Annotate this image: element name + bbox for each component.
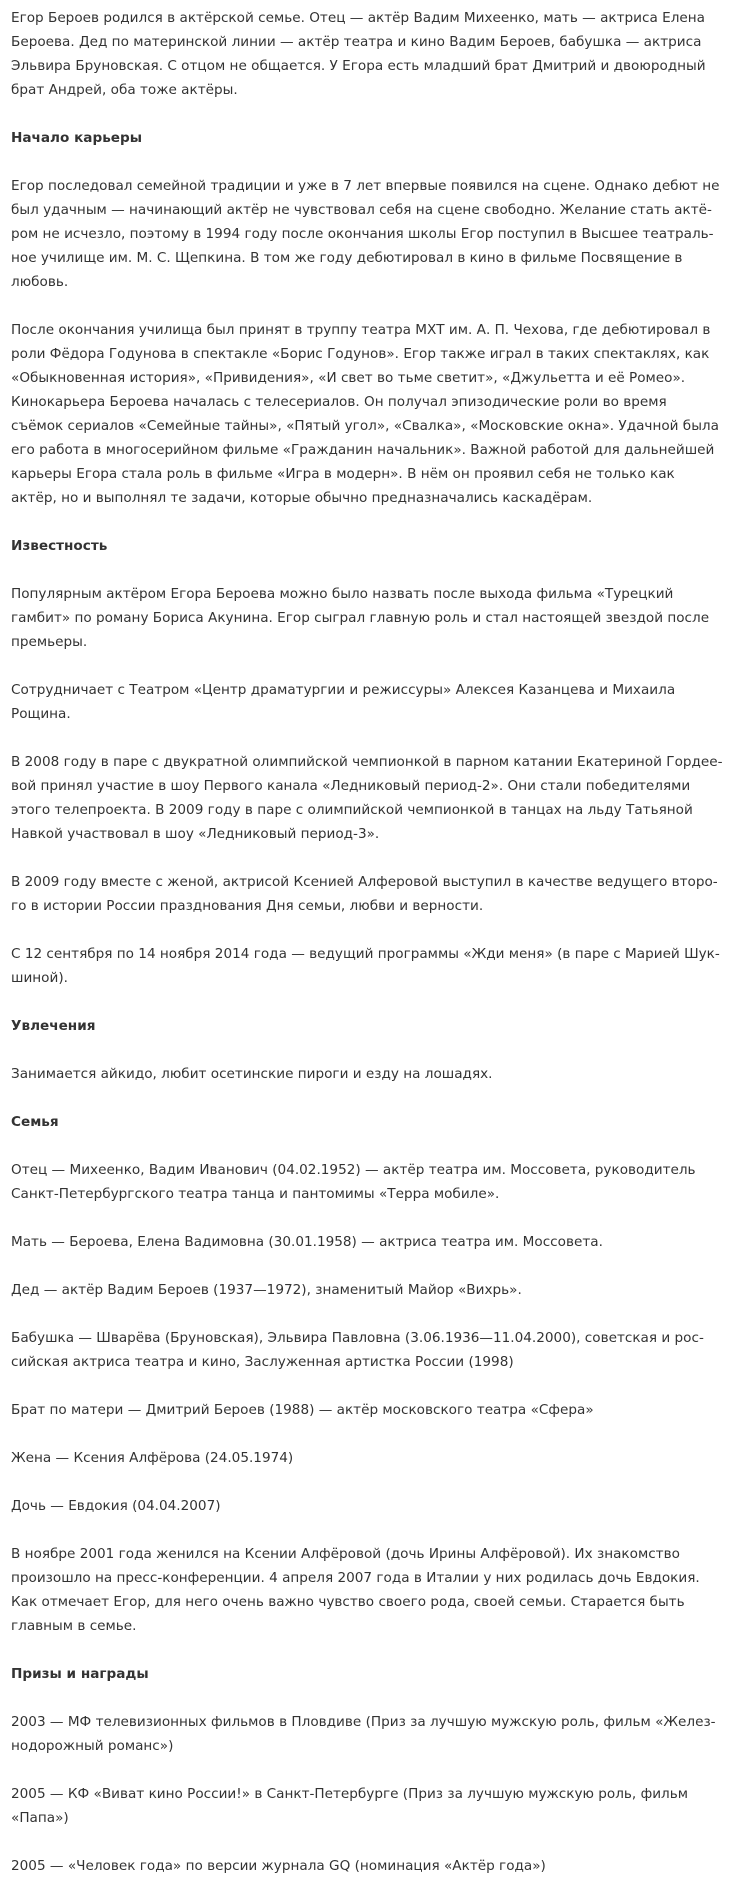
paragraph bbox=[11, 678, 731, 726]
paragraph-line: Рощина. bbox=[11, 706, 71, 722]
paragraph-line: После окончания училища был принят в труппу театра МХТ им. А. П. Чехова, где дебютировал в bbox=[11, 322, 711, 338]
paragraph-line: Жена — Ксения Алфёрова (24.05.1974) bbox=[11, 1450, 294, 1466]
paragraph-line: Егор последовал семейной традиции и уже в 7 лет впервые появился на сцене. Однако дебют не bbox=[11, 178, 720, 194]
paragraph-line: роли Фёдора Годунова в спектакле «Борис Годунов». Егор также играл в таких спектаклях, как bbox=[11, 346, 710, 362]
article-body bbox=[11, 6, 731, 1902]
paragraph-line: «Обыкновенная история», «Привидения», «И свет во тьме светит», «Джульетта и её Ромео». bbox=[11, 370, 686, 386]
paragraph-line: Егор Бероев родился в актёрской семье. Отец — актёр Вадим Михеенко, мать — актриса Елена bbox=[11, 10, 705, 26]
paragraph-line: нодорожный романс») bbox=[11, 1738, 174, 1754]
paragraph-line: Отец — Михеенко, Вадим Иванович (04.02.1952) — актёр театра им. Моссовета, руководитель bbox=[11, 1162, 696, 1178]
paragraph-line: Эльвира Бруновская. С отцом не общается. У Егора есть младший брат Дмитрий и двоюродный bbox=[11, 58, 706, 74]
paragraph-line: Бероева. Дед по материнской линии — актёр театра и кино Вадим Бероев, бабушка — актриса bbox=[11, 34, 702, 50]
paragraph-line: Бабушка — Шварёва (Бруновская), Эльвира Павловна (3.06.1936—11.04.2000), советская и рос- bbox=[11, 1330, 704, 1346]
paragraph bbox=[11, 1326, 731, 1374]
section-heading: Призы и награды bbox=[11, 1666, 149, 1682]
paragraph bbox=[11, 750, 731, 846]
paragraph-line: любовь. bbox=[11, 274, 69, 290]
paragraph-line: Занимается айкидо, любит осетинские пироги и езду на лошадях. bbox=[11, 1066, 493, 1082]
paragraph-line: ное училище им. М. С. Щепкина. В том же году дебютировал в кино в фильме Посвящение в bbox=[11, 250, 683, 266]
paragraph bbox=[11, 1854, 731, 1878]
paragraph-line: брат Андрей, оба тоже актёры. bbox=[11, 82, 238, 98]
paragraph-line: главным в семье. bbox=[11, 1618, 137, 1634]
paragraph-line: произошло на пресс-конференции. 4 апреля 2007 года в Италии у них родилась дочь Евдокия. bbox=[11, 1570, 700, 1586]
paragraph bbox=[11, 1446, 731, 1470]
paragraph-line: Сотрудничает с Театром «Центр драматургии и режиссуры» Алексея Казанцева и Михаила bbox=[11, 682, 676, 698]
paragraph-line: Дед — актёр Вадим Бероев (1937—1972), знаменитый Майор «Вихрь». bbox=[11, 1282, 522, 1298]
paragraph-line: Мать — Бероева, Елена Вадимовна (30.01.1958) — актриса театра им. Моссовета. bbox=[11, 1234, 603, 1250]
paragraph-line: С 12 сентября по 14 ноября 2014 года — ведущий программы «Жди меня» (в паре с Марией Шук- bbox=[11, 946, 720, 962]
paragraph-line: го в истории России празднования Дня семьи, любви и верности. bbox=[11, 898, 484, 914]
paragraph-line: ром не исчезло, поэтому в 1994 году после окончания школы Егор поступил в Высшее театраль- bbox=[11, 226, 714, 242]
paragraph bbox=[11, 6, 731, 102]
paragraph-line: 2005 — КФ «Виват кино России!» в Санкт-Петербурге (Приз за лучшую мужскую роль, фильм bbox=[11, 1786, 688, 1802]
section-heading: Известность bbox=[11, 538, 108, 554]
paragraph bbox=[11, 1494, 731, 1518]
paragraph-line: В ноябре 2001 года женился на Ксении Алфёровой (дочь Ирины Алфёровой). Их знакомство bbox=[11, 1546, 680, 1562]
paragraph-line: этого телепроекта. В 2009 году в паре с олимпийской чемпионкой в танцах на льду Татьяной bbox=[11, 802, 693, 818]
paragraph-line: сийская актриса театра и кино, Заслуженная артистка России (1998) bbox=[11, 1354, 514, 1370]
paragraph-line: В 2008 году в паре с двукратной олимпийской чемпионкой в парном катании Екатериной Гордее- bbox=[11, 754, 723, 770]
paragraph bbox=[11, 1710, 731, 1758]
paragraph bbox=[11, 318, 731, 510]
paragraph-line: актёр, но и выполнял те задачи, которые обычно предназначались каскадёрам. bbox=[11, 490, 593, 506]
paragraph-line: 2005 — «Человек года» по версии журнала GQ (номинация «Актёр года») bbox=[11, 1858, 546, 1874]
paragraph bbox=[11, 1782, 731, 1830]
paragraph-line: премьеры. bbox=[11, 634, 88, 650]
paragraph bbox=[11, 582, 731, 654]
paragraph-line: гамбит» по роману Бориса Акунина. Егор сыграл главную роль и стал настоящей звездой после bbox=[11, 610, 710, 626]
paragraph bbox=[11, 870, 731, 918]
paragraph-line: его работа в многосерийном фильме «Гражданин начальник». Важной работой для дальнейшей bbox=[11, 442, 715, 458]
paragraph-line: съёмок сериалов «Семейные тайны», «Пятый угол», «Свалка», «Московские окна». Удачной была bbox=[11, 418, 719, 434]
paragraph-line: «Папа») bbox=[11, 1810, 69, 1826]
section-heading: Увлечения bbox=[11, 1018, 96, 1034]
paragraph bbox=[11, 1542, 731, 1638]
paragraph-line: шиной). bbox=[11, 970, 68, 986]
paragraph-line: вой принял участие в шоу Первого канала «Ледниковый период-2». Они стали победителями bbox=[11, 778, 691, 794]
section-heading: Семья bbox=[11, 1114, 59, 1130]
paragraph-line: Как отмечает Егор, для него очень важно чувство своего рода, своей семьи. Старается быть bbox=[11, 1594, 685, 1610]
paragraph bbox=[11, 174, 731, 294]
paragraph-line: был удачным — начинающий актёр не чувствовал себя на сцене свободно. Желание стать актё- bbox=[11, 202, 712, 218]
paragraph bbox=[11, 1278, 731, 1302]
paragraph bbox=[11, 1230, 731, 1254]
paragraph-line: Санкт-Петербургского театра танца и пантомимы «Терра мобиле». bbox=[11, 1186, 500, 1202]
paragraph-line: Навкой участвовал в шоу «Ледниковый период-3». bbox=[11, 826, 380, 842]
paragraph bbox=[11, 1398, 731, 1422]
paragraph-line: В 2009 году вместе с женой, актрисой Ксенией Алферовой выступил в качестве ведущего второ- bbox=[11, 874, 718, 890]
paragraph-line: Популярным актёром Егора Бероева можно было назвать после выхода фильма «Турецкий bbox=[11, 586, 674, 602]
paragraph-line: Брат по матери — Дмитрий Бероев (1988) — актёр московского театра «Сфера» bbox=[11, 1402, 594, 1418]
paragraph bbox=[11, 942, 731, 990]
paragraph-line: 2003 — МФ телевизионных фильмов в Пловдиве (Приз за лучшую мужскую роль, фильм «Желез- bbox=[11, 1714, 716, 1730]
paragraph-line: карьеры Егора стала роль в фильме «Игра в модерн». В нём он проявил себя не только как bbox=[11, 466, 675, 482]
paragraph-line: Дочь — Евдокия (04.04.2007) bbox=[11, 1498, 221, 1514]
paragraph-line: Кинокарьера Бероева началась с телесериалов. Он получал эпизодические роли во время bbox=[11, 394, 667, 410]
paragraph bbox=[11, 1062, 731, 1086]
section-heading: Начало карьеры bbox=[11, 130, 143, 146]
paragraph bbox=[11, 1158, 731, 1206]
